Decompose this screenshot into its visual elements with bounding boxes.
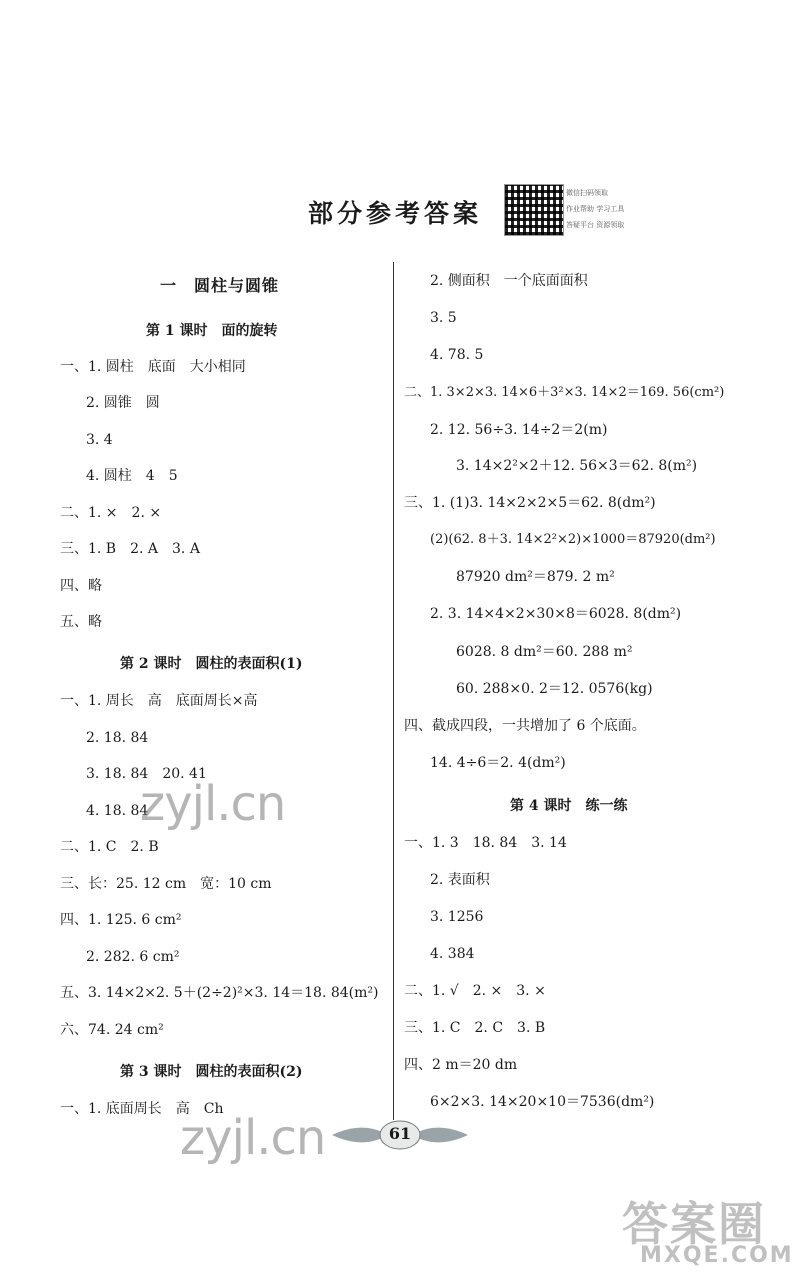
section-heading: 第 3 课时 圆柱的表面积(2) <box>120 1064 303 1080</box>
answer-line: 4. 78. 5 <box>430 347 484 363</box>
site-logo: 答案圈 <box>622 1197 766 1251</box>
section-heading: 第 2 课时 圆柱的表面积(1) <box>120 656 303 672</box>
answer-line: 3. 5 <box>430 310 457 326</box>
answer-line: 一、1. 周长 高 底面周长×高 <box>60 693 258 709</box>
answer-line: 一、1. 底面周长 高 Ch <box>60 1101 224 1117</box>
answer-line: 三、1. B 2. A 3. A <box>60 541 200 557</box>
answer-line: 一、1. 3 18. 84 3. 14 <box>404 835 567 851</box>
watermark: zyjl.cn <box>180 1110 326 1166</box>
answer-line: 2. 3. 14×4×2×30×8＝6028. 8(dm²) <box>430 606 682 622</box>
answer-line: 14. 4÷6＝2. 4(dm²) <box>430 755 566 771</box>
answer-line: 60. 288×0. 2＝12. 0576(kg) <box>456 681 653 697</box>
answer-line: 2. 圆锥 圆 <box>86 395 160 411</box>
answer-line: 五、3. 14×2×2. 5＋(2÷2)²×3. 14＝18. 84(m²) <box>60 985 379 1001</box>
watermark: zyjl.cn <box>140 776 286 832</box>
chapter-title: 一 圆柱与圆锥 <box>160 276 280 295</box>
answer-line: 3. 1256 <box>430 909 484 925</box>
column-divider <box>393 262 394 1120</box>
qr-label: 答疑平台 资源领取 <box>566 221 625 229</box>
answer-line: 三、长：25. 12 cm 宽：10 cm <box>60 876 272 892</box>
answer-line: 2. 18. 84 <box>86 730 149 746</box>
page-number: 61 <box>388 1124 412 1143</box>
section-heading: 第 4 课时 练一练 <box>510 798 628 814</box>
answer-line: 4. 384 <box>430 946 475 962</box>
answer-line: 一、1. 圆柱 底面 大小相同 <box>60 359 246 375</box>
answer-line: 2. 12. 56÷3. 14÷2＝2(m) <box>430 422 608 438</box>
answer-line: 二、1. × 2. × <box>60 505 162 521</box>
answer-line: 2. 表面积 <box>430 872 490 888</box>
answer-line: 二、1. C 2. B <box>60 839 159 855</box>
answer-line: 六、74. 24 cm² <box>60 1022 164 1038</box>
answer-line: 2. 侧面积 一个底面面积 <box>430 273 588 289</box>
answer-line: 4. 圆柱 4 5 <box>86 468 178 484</box>
answer-line: 二、1. √ 2. × 3. × <box>404 983 546 999</box>
answer-line: 87920 dm²＝879. 2 m² <box>456 569 615 585</box>
answer-line: 3. 4 <box>86 432 113 448</box>
answer-line: 三、1. (1)3. 14×2×2×5＝62. 8(dm²) <box>404 495 656 511</box>
page-title: 部分参考答案 <box>308 199 483 228</box>
site-logo-url: MXQE.COM <box>640 1243 794 1268</box>
answer-line: 四、2 m＝20 dm <box>404 1057 518 1073</box>
qr-label: 微信扫码领取 <box>566 189 608 197</box>
answer-line: 二、1. 3×2×3. 14×6＋3²×3. 14×2＝169. 56(cm²) <box>404 385 725 400</box>
answer-line: 四、截成四段，一共增加了 6 个底面。 <box>404 718 646 734</box>
answer-line: 6×2×3. 14×20×10＝7536(dm²) <box>430 1094 655 1110</box>
answer-line: 6028. 8 dm²＝60. 288 m² <box>456 644 633 660</box>
answer-line: 五、略 <box>60 614 102 630</box>
qr-code-icon <box>504 184 564 236</box>
answer-line: (2)(62. 8＋3. 14×2²×2)×1000＝87920(dm²) <box>430 532 716 547</box>
answer-line: 四、略 <box>60 578 102 594</box>
answer-line: 四、1. 125. 6 cm² <box>60 912 182 928</box>
section-heading: 第 1 课时 面的旋转 <box>146 323 278 339</box>
answer-line: 4. 18. 84 <box>86 803 149 819</box>
answer-line: 三、1. C 2. C 3. B <box>404 1020 546 1036</box>
qr-label: 作业帮助 学习工具 <box>566 205 625 213</box>
answer-line: 3. 14×2²×2＋12. 56×3＝62. 8(m²) <box>456 458 698 474</box>
answer-line: 2. 282. 6 cm² <box>86 949 180 965</box>
answer-line: 3. 18. 84 20. 41 <box>86 766 207 782</box>
